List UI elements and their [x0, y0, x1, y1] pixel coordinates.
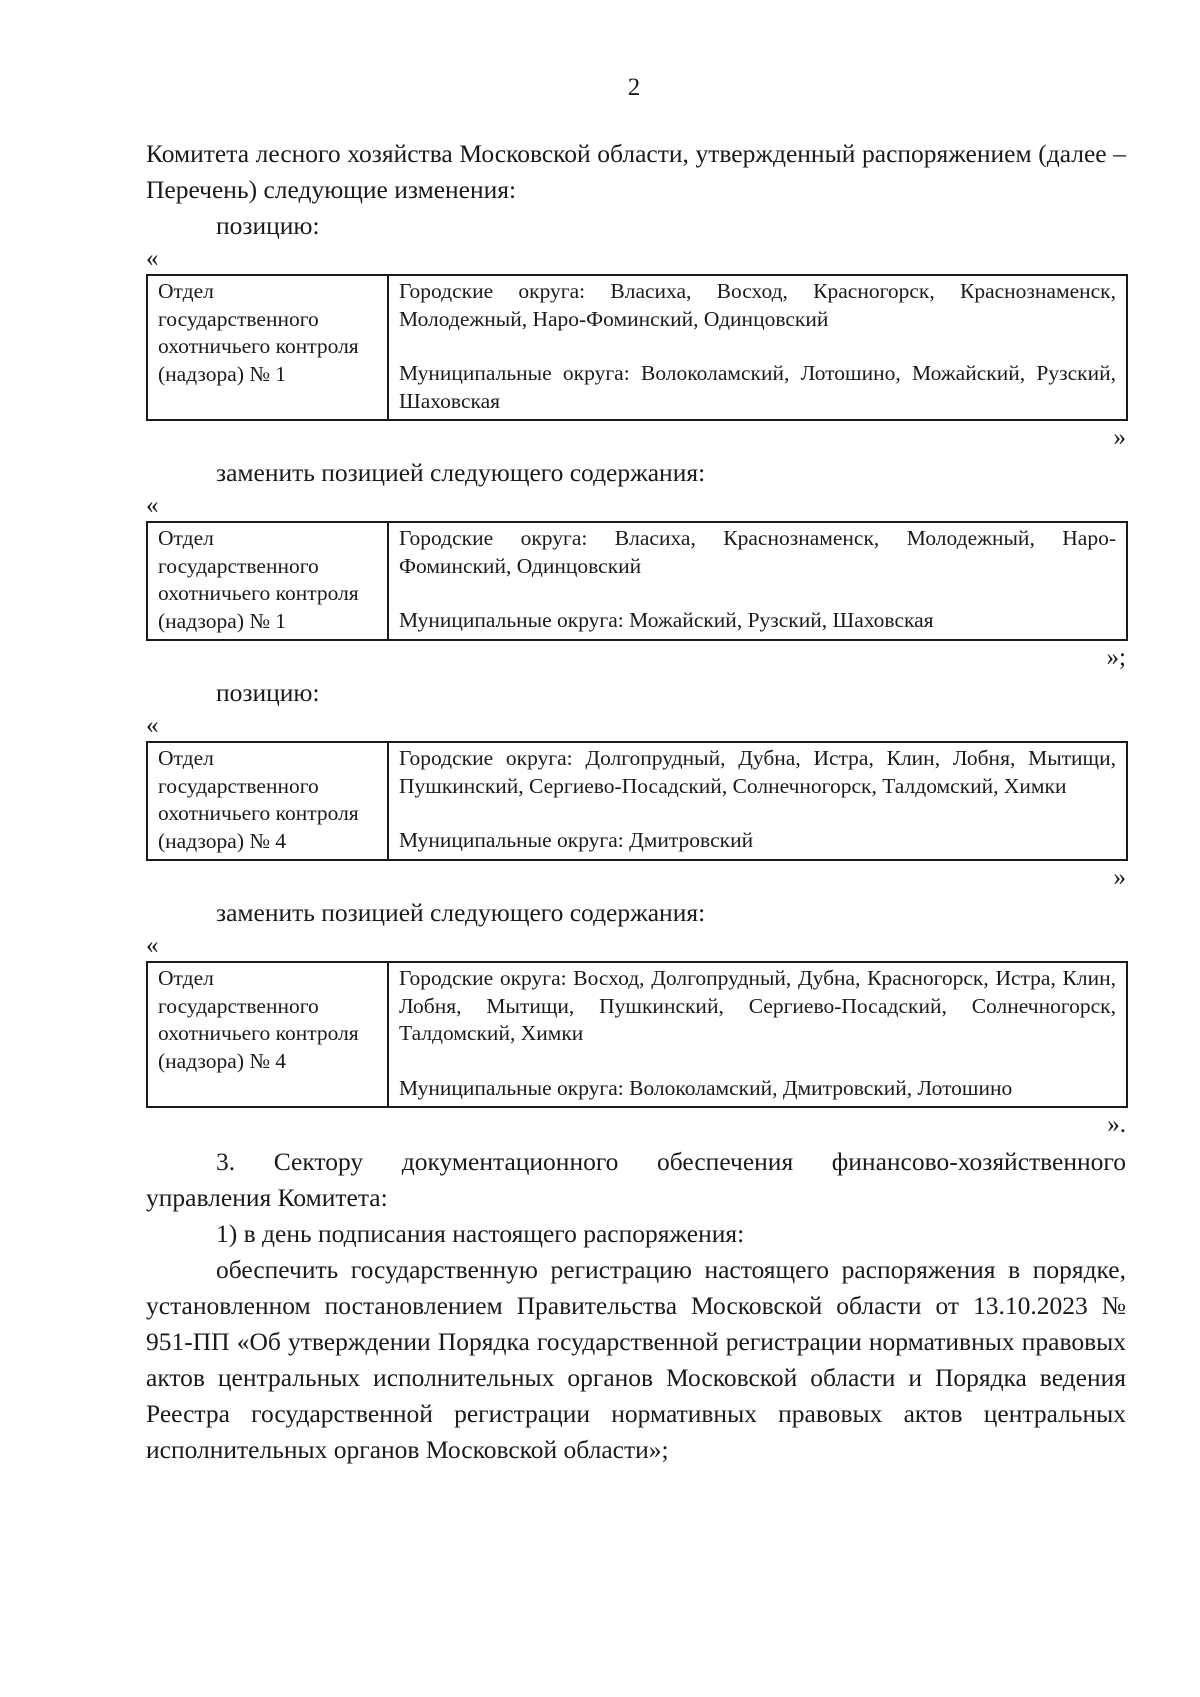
- block-label: заменить позицией следующего содержания:: [216, 898, 706, 927]
- position-table: [146, 274, 1128, 421]
- unit-cell: Отдел государственного охотничьего контроля (надзора) № 1: [147, 522, 388, 640]
- unit-cell: Отдел государственного охотничьего контроля (надзора) № 4: [147, 962, 388, 1107]
- areas-cell: [388, 742, 1127, 860]
- item-1-text: обеспечить государственную регистрацию настоящего распоряжения в порядке, установленном постановлением Правительства Московской области от 13.10.2023 № 951-ПП «Об утверждении Порядка государственной регистрации нормативных правовых актов центральных исполнительных органов Московской области и Порядка ведения Реестра государственной регистрации нормативных правовых актов центральных исполнительных органов Московской области»;: [146, 1255, 1126, 1464]
- table-row: [147, 275, 1127, 420]
- position-table: [146, 741, 1128, 861]
- intro-paragraph: Комитета лесного хозяйства Московской области, утвержденный распоряжением (далее – Перечень) следующие изменения:: [146, 139, 1126, 204]
- page-number: 2: [627, 74, 641, 101]
- opening-quote: «: [146, 932, 159, 959]
- block-label: позицию:: [216, 211, 320, 240]
- position-block-4: [146, 895, 1126, 1142]
- municipal-districts: Муниципальные округа: Можайский, Рузский, Шаховская: [399, 608, 934, 632]
- table-row: [147, 962, 1127, 1107]
- areas-cell: [388, 275, 1127, 420]
- unit-cell: Отдел государственного охотничьего контроля (надзора) № 1: [147, 275, 388, 420]
- closing-quote: »: [1113, 424, 1126, 451]
- document-body: [146, 136, 1126, 1468]
- urban-districts: Городские округа: Власиха, Восход, Красногорск, Краснознаменск, Молодежный, Наро-Фоминский, Одинцовский: [399, 279, 1116, 331]
- block-label: заменить позицией следующего содержания:: [216, 458, 706, 487]
- unit-cell: Отдел государственного охотничьего контроля (надзора) № 4: [147, 742, 388, 860]
- table-row: [147, 522, 1127, 640]
- opening-quote: «: [146, 492, 159, 519]
- closing-quote: »: [1113, 864, 1126, 891]
- table-row: [147, 742, 1127, 860]
- opening-quote: «: [146, 712, 159, 739]
- block-label: позицию:: [216, 678, 320, 707]
- opening-quote: «: [146, 245, 159, 272]
- municipal-districts: Муниципальные округа: Волоколамский, Лотошино, Можайский, Рузский, Шаховская: [399, 361, 1116, 413]
- position-block-1: [146, 208, 1126, 455]
- urban-districts: Городские округа: Восход, Долгопрудный, Дубна, Красногорск, Истра, Клин, Лобня, Мытищи, Пушкинский, Сергиево-Посадский, Солнечногорск, Талдомский, Химки: [399, 966, 1116, 1045]
- municipal-districts: Муниципальные округа: Дмитровский: [399, 828, 754, 852]
- areas-cell: [388, 522, 1127, 640]
- section-3-paragraph: 3. Сектору документационного обеспечения финансово-хозяйственного управления Комитета:: [146, 1147, 1126, 1212]
- municipal-districts: Муниципальные округа: Волоколамский, Дмитровский, Лотошино: [399, 1075, 1013, 1100]
- closing-quote: »;: [1106, 644, 1126, 671]
- position-table: [146, 961, 1128, 1108]
- urban-districts: Городские округа: Долгопрудный, Дубна, Истра, Клин, Лобня, Мытищи, Пушкинский, Сергиево-Посадский, Солнечногорск, Талдомский, Химки: [399, 746, 1116, 798]
- item-1-heading: 1) в день подписания настоящего распоряжения:: [216, 1219, 745, 1248]
- areas-cell: [388, 962, 1127, 1107]
- position-block-2: [146, 455, 1126, 675]
- position-block-3: [146, 675, 1126, 895]
- closing-quote: ».: [1107, 1111, 1126, 1138]
- urban-districts: Городские округа: Власиха, Краснознаменск, Молодежный, Наро-Фоминский, Одинцовский: [399, 526, 1116, 578]
- position-table: [146, 521, 1128, 641]
